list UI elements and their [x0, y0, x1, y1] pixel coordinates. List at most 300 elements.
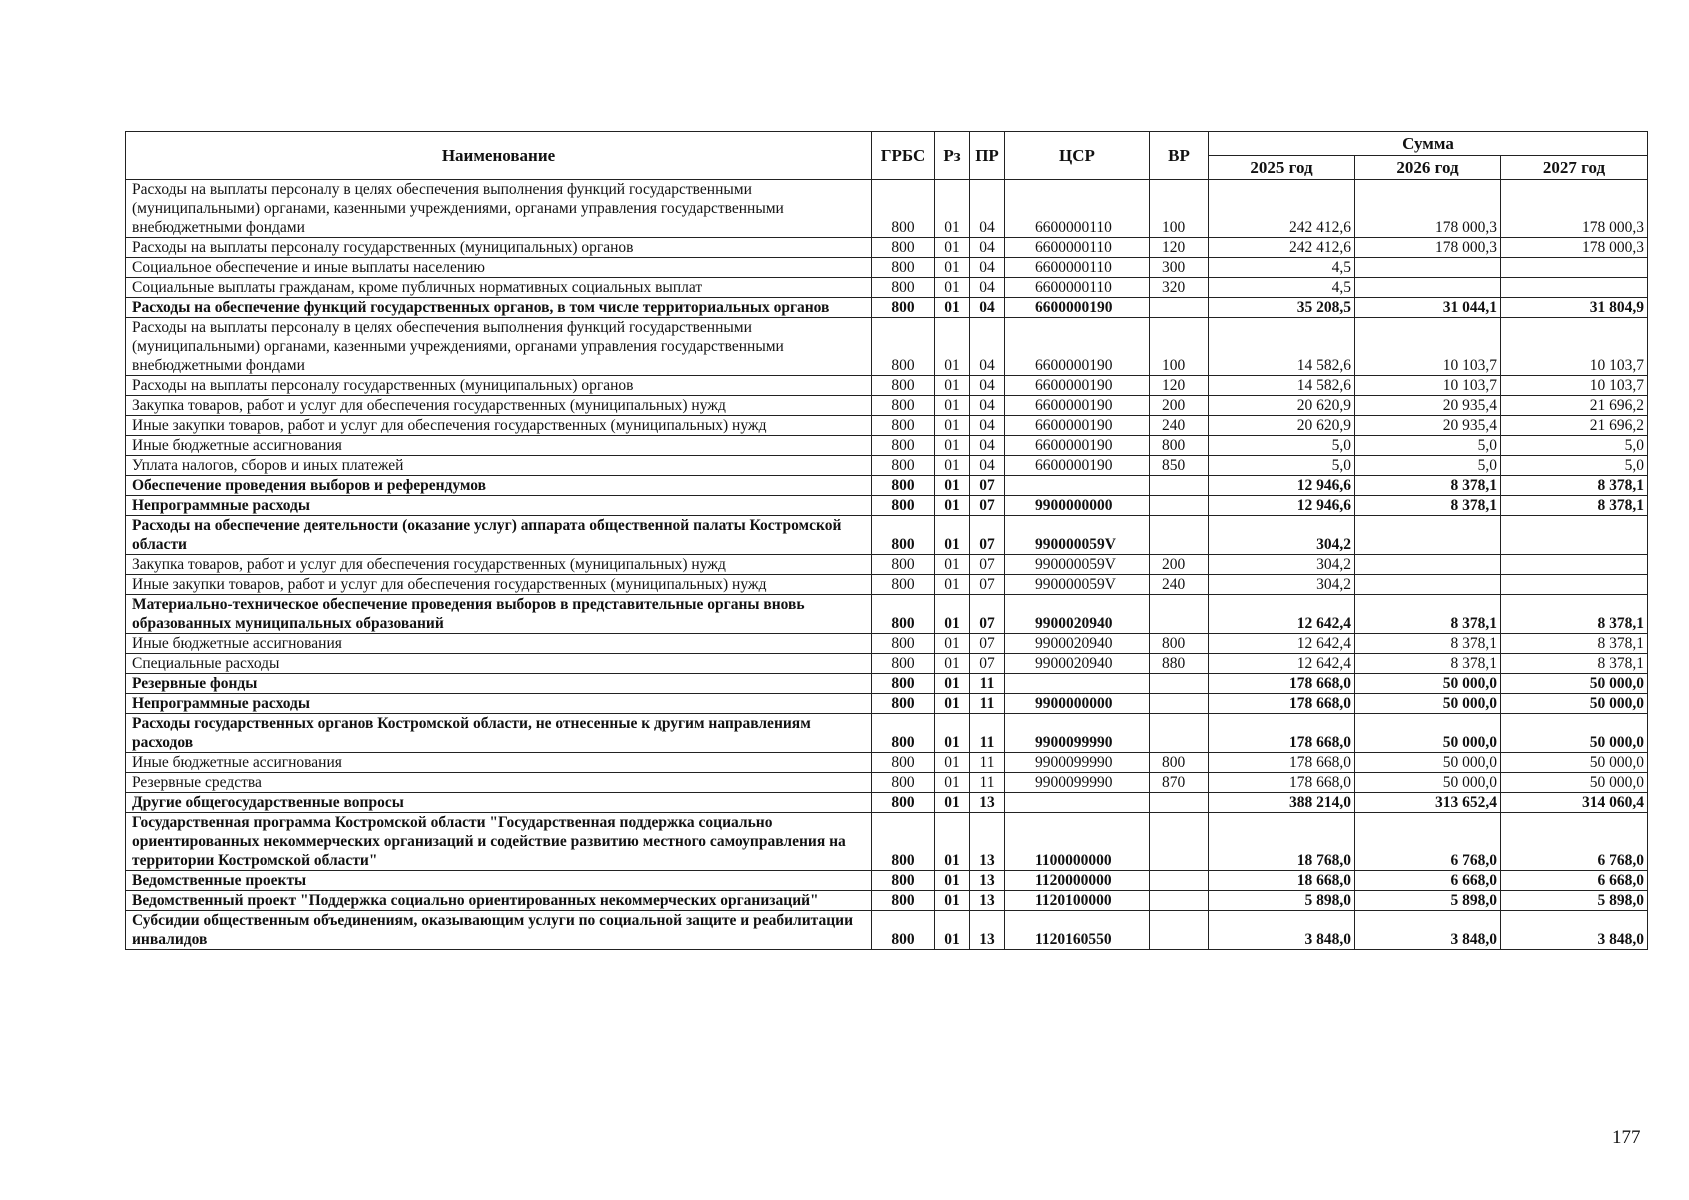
table-row [126, 773, 1648, 793]
table-row [126, 516, 1648, 555]
cell-rz: 01 [935, 436, 970, 456]
cell-sum-2025: 304,2 [1209, 555, 1355, 575]
cell-sum-2026: 313 652,4 [1355, 793, 1501, 813]
cell-sum-2026: 50 000,0 [1355, 674, 1501, 694]
cell-vr: 870 [1150, 773, 1209, 793]
cell-sum-2027: 50 000,0 [1501, 674, 1648, 694]
cell-csr: 9900099990 [1005, 753, 1150, 773]
header-grbs: ГРБС [872, 132, 935, 180]
cell-grbs: 800 [872, 714, 935, 753]
cell-sum-2026: 8 378,1 [1355, 634, 1501, 654]
cell-sum-2025: 14 582,6 [1209, 318, 1355, 376]
cell-rz: 01 [935, 278, 970, 298]
cell-name: Материально-техническое обеспечение проведения выборов в представительные органы вновь образованных муниципальных образований [126, 595, 872, 634]
cell-sum-2026: 50 000,0 [1355, 773, 1501, 793]
cell-sum-2026: 5,0 [1355, 436, 1501, 456]
cell-csr [1005, 793, 1150, 813]
cell-sum-2027 [1501, 258, 1648, 278]
cell-sum-2026: 6 668,0 [1355, 871, 1501, 891]
header-sum: Сумма [1209, 132, 1648, 156]
cell-grbs: 800 [872, 436, 935, 456]
table-row [126, 793, 1648, 813]
cell-sum-2025: 12 642,4 [1209, 595, 1355, 634]
cell-sum-2026 [1355, 258, 1501, 278]
cell-sum-2027: 178 000,3 [1501, 180, 1648, 238]
cell-sum-2026: 8 378,1 [1355, 595, 1501, 634]
cell-sum-2026: 50 000,0 [1355, 714, 1501, 753]
cell-rz: 01 [935, 575, 970, 595]
cell-sum-2025: 178 668,0 [1209, 674, 1355, 694]
cell-sum-2027: 10 103,7 [1501, 318, 1648, 376]
cell-csr: 6600000110 [1005, 238, 1150, 258]
cell-name: Другие общегосударственные вопросы [126, 793, 872, 813]
cell-csr: 6600000190 [1005, 298, 1150, 318]
cell-grbs: 800 [872, 396, 935, 416]
cell-csr: 990000059V [1005, 516, 1150, 555]
cell-csr: 6600000190 [1005, 456, 1150, 476]
cell-sum-2027 [1501, 516, 1648, 555]
cell-rz: 01 [935, 416, 970, 436]
cell-name: Ведомственный проект "Поддержка социально ориентированных некоммерческих организаций" [126, 891, 872, 911]
cell-vr [1150, 891, 1209, 911]
budget-table [125, 131, 1648, 950]
cell-vr [1150, 714, 1209, 753]
cell-sum-2025: 4,5 [1209, 258, 1355, 278]
cell-vr [1150, 476, 1209, 496]
table-row [126, 298, 1648, 318]
cell-sum-2026: 178 000,3 [1355, 180, 1501, 238]
cell-sum-2026: 5 898,0 [1355, 891, 1501, 911]
cell-vr [1150, 516, 1209, 555]
cell-name: Субсидии общественным объединениям, оказывающим услуги по социальной защите и реабилитации инвалидов [126, 911, 872, 950]
cell-pr: 04 [970, 238, 1005, 258]
cell-sum-2025: 5 898,0 [1209, 891, 1355, 911]
cell-sum-2025: 388 214,0 [1209, 793, 1355, 813]
cell-sum-2027: 21 696,2 [1501, 396, 1648, 416]
cell-rz: 01 [935, 813, 970, 871]
cell-csr [1005, 476, 1150, 496]
cell-rz: 01 [935, 396, 970, 416]
table-row [126, 476, 1648, 496]
header-year-2027: 2027 год [1501, 156, 1648, 180]
cell-sum-2025: 12 946,6 [1209, 476, 1355, 496]
cell-sum-2026: 3 848,0 [1355, 911, 1501, 950]
cell-name: Иные закупки товаров, работ и услуг для обеспечения государственных (муниципальных) нужд [126, 575, 872, 595]
cell-vr [1150, 496, 1209, 516]
table-row [126, 456, 1648, 476]
cell-rz: 01 [935, 753, 970, 773]
cell-sum-2026 [1355, 555, 1501, 575]
table-row [126, 278, 1648, 298]
table-body [126, 180, 1648, 950]
table-header [126, 132, 1648, 180]
cell-name: Расходы государственных органов Костромской области, не отнесенные к другим направлениям расходов [126, 714, 872, 753]
cell-grbs: 800 [872, 694, 935, 714]
cell-name: Резервные фонды [126, 674, 872, 694]
cell-pr: 11 [970, 674, 1005, 694]
cell-pr: 04 [970, 396, 1005, 416]
cell-sum-2025: 35 208,5 [1209, 298, 1355, 318]
cell-vr: 100 [1150, 318, 1209, 376]
cell-name: Расходы на выплаты персоналу в целях обеспечения выполнения функций государственными (муниципальными) органами, казенными учреждениями, органами управления государственными внебюджетными фондами [126, 318, 872, 376]
cell-csr: 6600000190 [1005, 376, 1150, 396]
cell-name: Иные бюджетные ассигнования [126, 634, 872, 654]
cell-csr: 9900020940 [1005, 634, 1150, 654]
cell-vr [1150, 813, 1209, 871]
cell-grbs: 800 [872, 476, 935, 496]
cell-grbs: 800 [872, 180, 935, 238]
cell-sum-2027: 8 378,1 [1501, 595, 1648, 634]
cell-csr: 6600000190 [1005, 416, 1150, 436]
table-row [126, 436, 1648, 456]
cell-grbs: 800 [872, 516, 935, 555]
cell-csr: 9900000000 [1005, 496, 1150, 516]
cell-name: Специальные расходы [126, 654, 872, 674]
table-row [126, 911, 1648, 950]
cell-grbs: 800 [872, 793, 935, 813]
header-csr: ЦСР [1005, 132, 1150, 180]
cell-pr: 11 [970, 773, 1005, 793]
table-row [126, 891, 1648, 911]
cell-name: Иные бюджетные ассигнования [126, 436, 872, 456]
cell-pr: 07 [970, 595, 1005, 634]
cell-sum-2027: 50 000,0 [1501, 753, 1648, 773]
cell-csr: 6600000190 [1005, 396, 1150, 416]
cell-sum-2027: 10 103,7 [1501, 376, 1648, 396]
cell-csr: 6600000110 [1005, 258, 1150, 278]
cell-rz: 01 [935, 694, 970, 714]
table-row [126, 396, 1648, 416]
cell-grbs: 800 [872, 318, 935, 376]
cell-name: Обеспечение проведения выборов и референдумов [126, 476, 872, 496]
cell-grbs: 800 [872, 773, 935, 793]
cell-sum-2027: 50 000,0 [1501, 714, 1648, 753]
cell-vr [1150, 298, 1209, 318]
header-year-2025: 2025 год [1209, 156, 1355, 180]
cell-vr [1150, 871, 1209, 891]
cell-sum-2026: 178 000,3 [1355, 238, 1501, 258]
cell-rz: 01 [935, 911, 970, 950]
cell-sum-2027: 8 378,1 [1501, 634, 1648, 654]
cell-pr: 13 [970, 891, 1005, 911]
cell-pr: 07 [970, 575, 1005, 595]
cell-vr: 240 [1150, 575, 1209, 595]
cell-rz: 01 [935, 634, 970, 654]
cell-sum-2026: 20 935,4 [1355, 396, 1501, 416]
cell-sum-2026: 20 935,4 [1355, 416, 1501, 436]
cell-csr: 6600000110 [1005, 180, 1150, 238]
cell-sum-2025: 20 620,9 [1209, 416, 1355, 436]
cell-pr: 07 [970, 496, 1005, 516]
cell-name: Расходы на выплаты персоналу государственных (муниципальных) органов [126, 238, 872, 258]
cell-pr: 04 [970, 416, 1005, 436]
cell-sum-2027: 8 378,1 [1501, 496, 1648, 516]
cell-sum-2025: 3 848,0 [1209, 911, 1355, 950]
cell-sum-2025: 14 582,6 [1209, 376, 1355, 396]
cell-name: Иные бюджетные ассигнования [126, 753, 872, 773]
cell-rz: 01 [935, 654, 970, 674]
table-row [126, 674, 1648, 694]
cell-pr: 13 [970, 911, 1005, 950]
cell-rz: 01 [935, 773, 970, 793]
cell-sum-2026: 50 000,0 [1355, 753, 1501, 773]
cell-sum-2026: 8 378,1 [1355, 496, 1501, 516]
cell-sum-2025: 12 946,6 [1209, 496, 1355, 516]
cell-sum-2025: 242 412,6 [1209, 238, 1355, 258]
table-row [126, 753, 1648, 773]
cell-grbs: 800 [872, 456, 935, 476]
cell-sum-2026: 6 768,0 [1355, 813, 1501, 871]
cell-sum-2026 [1355, 278, 1501, 298]
page-number: 177 [1612, 1127, 1641, 1148]
cell-rz: 01 [935, 595, 970, 634]
cell-csr: 6600000110 [1005, 278, 1150, 298]
cell-pr: 13 [970, 813, 1005, 871]
cell-sum-2027: 31 804,9 [1501, 298, 1648, 318]
table-row [126, 595, 1648, 634]
cell-sum-2026: 10 103,7 [1355, 318, 1501, 376]
cell-rz: 01 [935, 258, 970, 278]
table-row [126, 813, 1648, 871]
cell-rz: 01 [935, 376, 970, 396]
cell-csr: 990000059V [1005, 575, 1150, 595]
cell-sum-2027: 8 378,1 [1501, 476, 1648, 496]
cell-rz: 01 [935, 793, 970, 813]
cell-vr: 240 [1150, 416, 1209, 436]
cell-sum-2025: 242 412,6 [1209, 180, 1355, 238]
cell-rz: 01 [935, 674, 970, 694]
cell-pr: 07 [970, 634, 1005, 654]
cell-sum-2025: 12 642,4 [1209, 634, 1355, 654]
cell-sum-2027 [1501, 278, 1648, 298]
cell-sum-2027: 3 848,0 [1501, 911, 1648, 950]
cell-name: Расходы на обеспечение деятельности (оказание услуг) аппарата общественной палаты Костромской области [126, 516, 872, 555]
cell-sum-2025: 18 768,0 [1209, 813, 1355, 871]
cell-pr: 04 [970, 298, 1005, 318]
cell-csr: 6600000190 [1005, 318, 1150, 376]
cell-pr: 04 [970, 278, 1005, 298]
cell-vr: 200 [1150, 396, 1209, 416]
cell-sum-2027: 6 768,0 [1501, 813, 1648, 871]
cell-name: Расходы на обеспечение функций государственных органов, в том числе территориальных органов [126, 298, 872, 318]
cell-csr: 9900000000 [1005, 694, 1150, 714]
table-row [126, 258, 1648, 278]
cell-sum-2027: 50 000,0 [1501, 694, 1648, 714]
cell-rz: 01 [935, 238, 970, 258]
cell-vr [1150, 793, 1209, 813]
cell-rz: 01 [935, 476, 970, 496]
cell-sum-2026: 8 378,1 [1355, 476, 1501, 496]
cell-pr: 13 [970, 793, 1005, 813]
cell-grbs: 800 [872, 674, 935, 694]
cell-vr: 800 [1150, 753, 1209, 773]
cell-sum-2025: 18 668,0 [1209, 871, 1355, 891]
cell-csr [1005, 674, 1150, 694]
cell-sum-2027: 178 000,3 [1501, 238, 1648, 258]
cell-sum-2027: 314 060,4 [1501, 793, 1648, 813]
cell-pr: 11 [970, 694, 1005, 714]
cell-sum-2027: 21 696,2 [1501, 416, 1648, 436]
header-vr: ВР [1150, 132, 1209, 180]
cell-sum-2025: 12 642,4 [1209, 654, 1355, 674]
cell-grbs: 800 [872, 496, 935, 516]
cell-grbs: 800 [872, 555, 935, 575]
cell-sum-2026: 31 044,1 [1355, 298, 1501, 318]
cell-rz: 01 [935, 456, 970, 476]
cell-name: Ведомственные проекты [126, 871, 872, 891]
header-pr: ПР [970, 132, 1005, 180]
cell-vr [1150, 595, 1209, 634]
cell-grbs: 800 [872, 575, 935, 595]
cell-name: Непрограммные расходы [126, 694, 872, 714]
header-name: Наименование [126, 132, 872, 180]
cell-sum-2025: 4,5 [1209, 278, 1355, 298]
header-rz: Рз [935, 132, 970, 180]
cell-rz: 01 [935, 318, 970, 376]
cell-rz: 01 [935, 298, 970, 318]
cell-sum-2026: 10 103,7 [1355, 376, 1501, 396]
cell-csr: 6600000190 [1005, 436, 1150, 456]
cell-sum-2025: 178 668,0 [1209, 714, 1355, 753]
cell-csr: 9900020940 [1005, 654, 1150, 674]
cell-grbs: 800 [872, 753, 935, 773]
cell-name: Закупка товаров, работ и услуг для обеспечения государственных (муниципальных) нужд [126, 555, 872, 575]
cell-sum-2027: 5,0 [1501, 456, 1648, 476]
cell-sum-2026 [1355, 516, 1501, 555]
cell-name: Резервные средства [126, 773, 872, 793]
cell-name: Закупка товаров, работ и услуг для обеспечения государственных (муниципальных) нужд [126, 396, 872, 416]
cell-sum-2027 [1501, 555, 1648, 575]
cell-grbs: 800 [872, 376, 935, 396]
table-row [126, 238, 1648, 258]
cell-name: Социальные выплаты гражданам, кроме публичных нормативных социальных выплат [126, 278, 872, 298]
cell-vr: 120 [1150, 238, 1209, 258]
cell-sum-2025: 178 668,0 [1209, 694, 1355, 714]
table-row [126, 416, 1648, 436]
cell-sum-2025: 5,0 [1209, 436, 1355, 456]
cell-sum-2025: 178 668,0 [1209, 773, 1355, 793]
cell-vr: 300 [1150, 258, 1209, 278]
cell-vr: 800 [1150, 436, 1209, 456]
cell-pr: 07 [970, 654, 1005, 674]
cell-pr: 04 [970, 180, 1005, 238]
cell-grbs: 800 [872, 595, 935, 634]
table-row [126, 318, 1648, 376]
cell-pr: 07 [970, 516, 1005, 555]
cell-csr: 1120100000 [1005, 891, 1150, 911]
cell-name: Непрограммные расходы [126, 496, 872, 516]
cell-vr: 880 [1150, 654, 1209, 674]
table-row [126, 694, 1648, 714]
table-row [126, 180, 1648, 238]
cell-csr: 9900020940 [1005, 595, 1150, 634]
cell-name: Расходы на выплаты персоналу в целях обеспечения выполнения функций государственными (муниципальными) органами, казенными учреждениями, органами управления государственными внебюджетными фондами [126, 180, 872, 238]
cell-vr [1150, 694, 1209, 714]
cell-grbs: 800 [872, 634, 935, 654]
cell-sum-2027: 6 668,0 [1501, 871, 1648, 891]
cell-sum-2027: 5 898,0 [1501, 891, 1648, 911]
cell-rz: 01 [935, 714, 970, 753]
cell-vr [1150, 911, 1209, 950]
cell-sum-2025: 20 620,9 [1209, 396, 1355, 416]
cell-csr: 1100000000 [1005, 813, 1150, 871]
cell-sum-2026: 50 000,0 [1355, 694, 1501, 714]
cell-pr: 07 [970, 476, 1005, 496]
cell-rz: 01 [935, 555, 970, 575]
cell-csr: 990000059V [1005, 555, 1150, 575]
cell-grbs: 800 [872, 416, 935, 436]
cell-grbs: 800 [872, 911, 935, 950]
cell-sum-2026: 8 378,1 [1355, 654, 1501, 674]
cell-pr: 13 [970, 871, 1005, 891]
table-row [126, 654, 1648, 674]
table-row [126, 376, 1648, 396]
table-row [126, 575, 1648, 595]
cell-pr: 11 [970, 753, 1005, 773]
cell-grbs: 800 [872, 654, 935, 674]
cell-rz: 01 [935, 496, 970, 516]
cell-pr: 04 [970, 436, 1005, 456]
cell-sum-2027: 50 000,0 [1501, 773, 1648, 793]
cell-vr: 200 [1150, 555, 1209, 575]
cell-vr [1150, 674, 1209, 694]
cell-sum-2025: 178 668,0 [1209, 753, 1355, 773]
table-row [126, 871, 1648, 891]
cell-csr: 1120000000 [1005, 871, 1150, 891]
cell-sum-2026: 5,0 [1355, 456, 1501, 476]
cell-grbs: 800 [872, 238, 935, 258]
cell-rz: 01 [935, 516, 970, 555]
cell-sum-2027 [1501, 575, 1648, 595]
table-row [126, 496, 1648, 516]
cell-csr: 1120160550 [1005, 911, 1150, 950]
cell-pr: 11 [970, 714, 1005, 753]
header-year-2026: 2026 год [1355, 156, 1501, 180]
cell-pr: 04 [970, 376, 1005, 396]
cell-rz: 01 [935, 180, 970, 238]
cell-grbs: 800 [872, 891, 935, 911]
cell-grbs: 800 [872, 258, 935, 278]
cell-grbs: 800 [872, 813, 935, 871]
cell-name: Уплата налогов, сборов и иных платежей [126, 456, 872, 476]
cell-sum-2025: 304,2 [1209, 575, 1355, 595]
cell-pr: 07 [970, 555, 1005, 575]
cell-sum-2025: 5,0 [1209, 456, 1355, 476]
cell-pr: 04 [970, 456, 1005, 476]
cell-vr: 120 [1150, 376, 1209, 396]
cell-name: Государственная программа Костромской области "Государственная поддержка социально ориентированных некоммерческих организаций и содействие развитию местного самоуправления на территории Костромской области" [126, 813, 872, 871]
table-row [126, 555, 1648, 575]
cell-vr: 100 [1150, 180, 1209, 238]
cell-pr: 04 [970, 318, 1005, 376]
cell-csr: 9900099990 [1005, 714, 1150, 753]
cell-vr: 850 [1150, 456, 1209, 476]
cell-rz: 01 [935, 871, 970, 891]
cell-pr: 04 [970, 258, 1005, 278]
cell-sum-2026 [1355, 575, 1501, 595]
cell-sum-2025: 304,2 [1209, 516, 1355, 555]
cell-sum-2027: 8 378,1 [1501, 654, 1648, 674]
cell-vr: 320 [1150, 278, 1209, 298]
cell-grbs: 800 [872, 298, 935, 318]
cell-grbs: 800 [872, 278, 935, 298]
cell-sum-2027: 5,0 [1501, 436, 1648, 456]
cell-csr: 9900099990 [1005, 773, 1150, 793]
cell-name: Иные закупки товаров, работ и услуг для обеспечения государственных (муниципальных) нужд [126, 416, 872, 436]
cell-grbs: 800 [872, 871, 935, 891]
cell-vr: 800 [1150, 634, 1209, 654]
cell-name: Расходы на выплаты персоналу государственных (муниципальных) органов [126, 376, 872, 396]
